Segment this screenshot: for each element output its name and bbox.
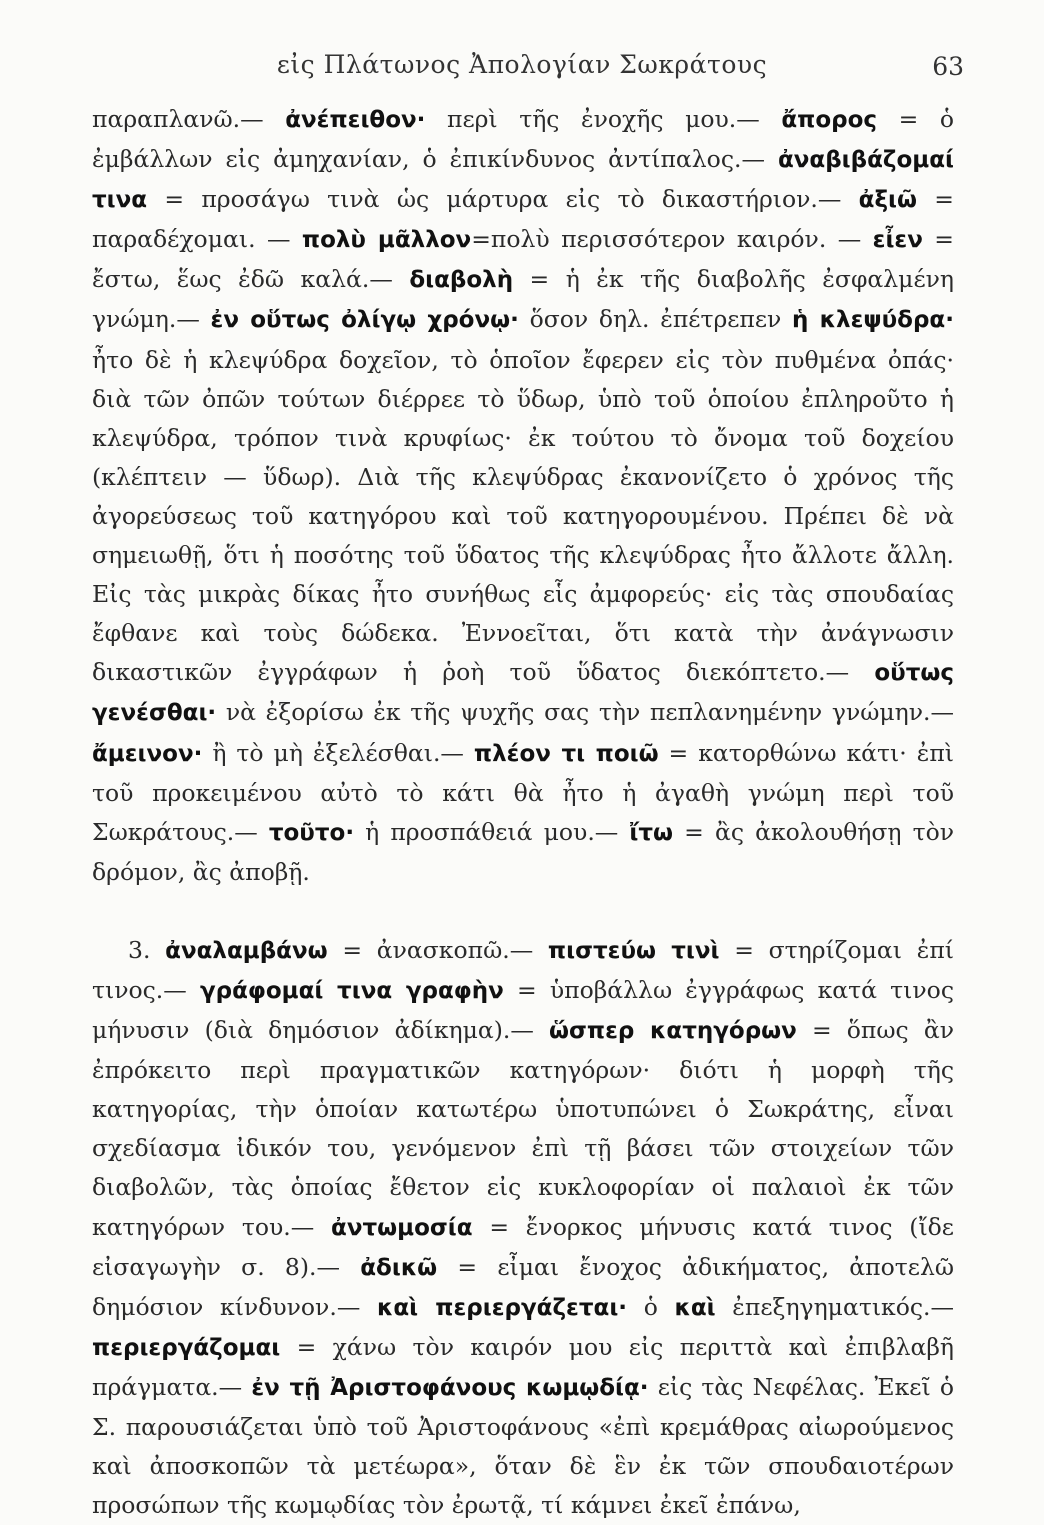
text-run: = παραδέχομαι. — (92, 185, 954, 254)
lemma: γράφομαί τινα γραφὴν (199, 977, 504, 1004)
text-run: εἰς τὰς Νεφέλας. Ἐκεῖ ὁ Σ. παρουσιάζεται ὑπὸ τοῦ Ἀριστοφάνους «ἐπὶ κρεμάθρας αἰωρούμενος καὶ ἀποσκοπῶν τὰ μετέωρα», ὅταν δὲ ἓν ἐκ τῶν σπουδαιοτέρων προσώπων τῆς κωμῳδίας τὸν ἐρωτᾷ, τί κάμνει ἐκεῖ ἐπάνω, (92, 1372, 954, 1520)
text-run: ἡ προσπάθειά μου.— (354, 817, 630, 846)
text-run: = στηρίζομαι ἐπί τινος.— (92, 935, 954, 1004)
page-number: 63 (932, 52, 964, 81)
text-run: παραπλανῶ.— (92, 105, 286, 133)
text-run: = προσάγω τινὰ ὡς μάρτυρα εἰς τὸ δικαστήριον.— (147, 185, 859, 214)
text-run: ἢ τὸ μὴ ἐξελέσθαι.— (202, 738, 474, 767)
lemma: ἄπορος (781, 107, 878, 133)
lemma: καὶ (674, 1294, 716, 1321)
lemma: πλέον τι ποιῶ (473, 740, 659, 767)
lemma: τοῦτο· (268, 819, 355, 846)
text-run: = ἂς ἀκολουθήσῃ τὸν δρόμον, ἂς ἀποβῇ. (92, 817, 954, 886)
text-run: = ἔστω, ἕως ἐδῶ καλά.— (92, 225, 954, 294)
text-run: = χάνω τὸν καιρόν μου εἰς περιττὰ καὶ ἐπιβλαβῆ πράγματα.— (92, 1332, 954, 1401)
lemma: ἐν τῇ Ἀριστοφάνους κωμῳδίᾳ· (251, 1374, 649, 1401)
lemma: οὕτως γενέσθαι· (92, 660, 954, 727)
lemma: καὶ περιεργάζεται· (377, 1294, 628, 1321)
commentary-text (92, 100, 954, 1525)
text-run: = ἀνασκοπῶ.— (327, 935, 548, 964)
paragraph-notes-2 (92, 100, 954, 892)
lemma: ἐν οὕτως ὀλίγῳ χρόνῳ· (210, 307, 519, 334)
text-run: =πολὺ περισσότερον καιρόν. — (471, 225, 873, 254)
text-run: = ὑποβάλλω ἐγγράφως κατά τινος μήνυσιν (διὰ δημόσιον ἀδίκημα).— (92, 975, 954, 1045)
text-run: = ἡ ἐκ τῆς διαβολῆς ἐσφαλμένη γνώμη.— (92, 265, 954, 334)
lemma: εἶεν (872, 227, 923, 254)
lemma: περιεργάζομαι (92, 1334, 281, 1361)
text-run: = κατορθώνω κάτι· ἐπὶ τοῦ προκειμένου αὐτὸ τὸ κάτι θὰ ἦτο ἡ ἀγαθὴ γνώμη περὶ τοῦ Σωκράτους.— (92, 738, 954, 846)
text-run: νὰ ἐξορίσω ἐκ τῆς ψυχῆς σας τὴν πεπλανημένην γνώμην.— (216, 698, 954, 727)
text-run: = ἔνορκος μήνυσις κατά τινος (ἴδε εἰσαγωγὴν σ. 8).— (92, 1212, 954, 1281)
lemma: ἀντωμοσία (331, 1214, 473, 1241)
text-run: = ὅπως ἂν ἐπρόκειτο περὶ πραγματικῶν κατηγόρων· διότι ἡ μορφὴ τῆς κατηγορίας, τὴν ὁποίαν κατωτέρω ὑποτυπώνει ὁ Σωκράτης, εἶναι σχεδίασμα ἰδικόν του, γενόμενον ἐπὶ τῇ βάσει τῶν στοιχείων τῶν διαβολῶν, τὰς ὁποίας ἔθετον εἰς κυκλοφορίαν οἱ παλαιοὶ ἐκ τῶν κατηγόρων του.— (92, 1016, 954, 1241)
text-run: περὶ τῆς ἐνοχῆς μου.— (425, 105, 782, 133)
lemma: ἀξιῶ (858, 187, 918, 214)
lemma: ὥσπερ κατηγόρων (549, 1018, 797, 1045)
text-run: = ὁ ἐμβάλλων εἰς ἀμηχανίαν, ὁ ἐπικίνδυνος ἀντίπαλος.— (92, 105, 954, 174)
text-run: ἦτο δὲ ἡ κλεψύδρα δοχεῖον, τὸ ὁποῖον ἔφερεν εἰς τὸν πυθμένα ὀπάς· διὰ τῶν ὀπῶν τούτων διέρρεε τὸ ὕδωρ, ὑπὸ τοῦ ὁποίου ἐπληροῦτο ἡ κλεψύδρα, τρόπον τινὰ κρυφίως· ἐκ τούτου τὸ ὄνομα τοῦ δοχείου (κλέπτειν — ὕδωρ). Διὰ τῆς κλεψύδρας ἐκανονίζετο ὁ χρόνος τῆς ἀγορεύσεως τοῦ κατηγόρου καὶ τοῦ κατηγορουμένου. Πρέπει δὲ νὰ σημειωθῇ, ὅτι ἡ ποσότης τοῦ ὕδατος τῆς κλεψύδρας ἦτο ἄλλοτε ἄλλη. Εἰς τὰς μικρὰς δίκας ἦτο συνήθως εἷς ἀμφορεύς· εἰς τὰς σπουδαίας ἔφθανε καὶ τοὺς δώδεκα. Ἐννοεῖται, ὅτι κατὰ τὴν ἀνάγνωσιν δικαστικῶν ἐγγράφων ἡ ῥοὴ τοῦ ὕδατος διεκόπτετο.— (92, 345, 954, 687)
text-run: ὅσον δηλ. ἐπέτρεπεν (518, 305, 793, 334)
text-run: ἐπεξηγηματικός.— (715, 1292, 955, 1321)
lemma: πιστεύω τινὶ (547, 937, 720, 964)
lemma: διαβολὴ (409, 267, 514, 294)
lemma: ἀναλαμβάνω (165, 937, 328, 964)
lemma: ἴτω (629, 819, 674, 846)
lemma: ἀνέπειθον· (285, 107, 426, 133)
section-number: 3. (128, 935, 166, 964)
lemma: ἀδικῶ (360, 1254, 438, 1281)
text-run: = εἶμαι ἔνοχος ἀδικήματος, ἀποτελῶ δημόσιον κίνδυνον.— (92, 1252, 954, 1321)
running-header: εἰς Πλάτωνος Ἀπολογίαν Σωκράτους (276, 50, 768, 79)
paragraph-notes-3 (92, 931, 954, 1525)
lemma: ἡ κλεψύδρα· (792, 307, 954, 334)
lemma: ἀναβιβάζομαί τινα (92, 147, 954, 214)
lemma: ἄμεινον· (92, 740, 203, 767)
lemma: πολὺ μᾶλλον (301, 227, 472, 254)
text-run: ὁ (627, 1292, 675, 1321)
